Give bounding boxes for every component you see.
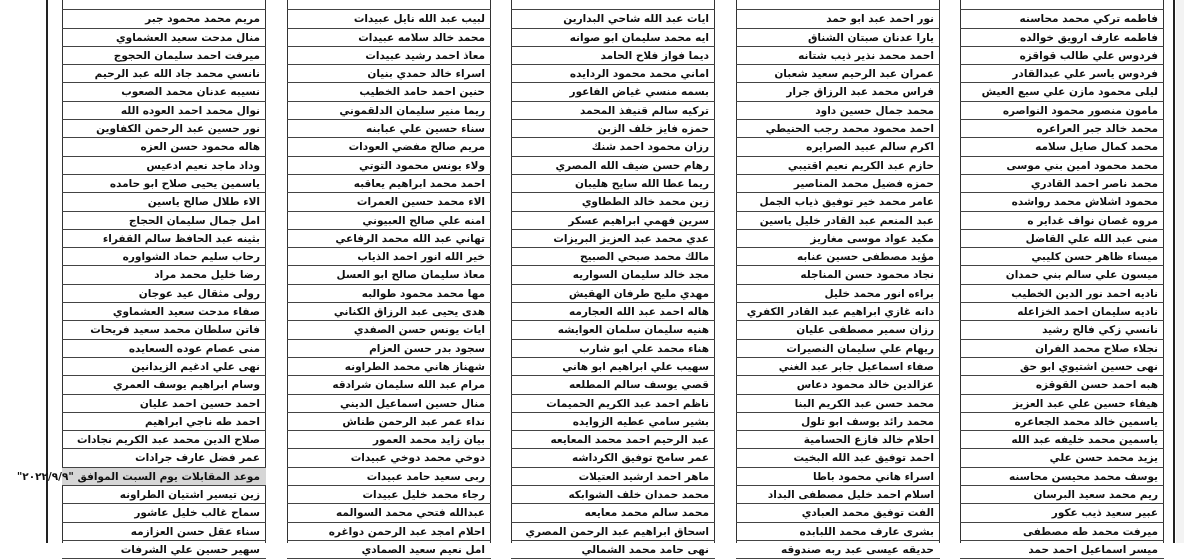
name-row: صفاء اسماعيل جابر عبد الغني — [736, 358, 940, 376]
name-row: معاذ احمد رشيد عبيدات — [287, 47, 491, 65]
name-row: محمد كمال صايل سلامه — [960, 138, 1164, 156]
name-row: ديما فواز فلاح الحامد — [511, 47, 715, 65]
name-row: محمود اشلاش محمد رواشده — [960, 193, 1164, 211]
name-row: مؤيد مصطفى حسين عنابه — [736, 248, 940, 266]
name-row: زين تيسير اشتيان الطراونه — [62, 486, 266, 504]
name-row: رضا خليل محمد مراد — [62, 266, 266, 284]
name-row: امنه علي صالح العبيوني — [287, 212, 491, 230]
name-row: زين محمد خالد الططاوي — [511, 193, 715, 211]
name-row: هاله محمود حسن العزه — [62, 138, 266, 156]
name-row: سجود بدر حسن العزام — [287, 340, 491, 358]
names-table — [16, 0, 1164, 556]
name-row: مكيد عواد موسى مغاريز — [736, 230, 940, 248]
name-row: نهى حسين اشتيوي ابو حق — [960, 358, 1164, 376]
name-row: بثينه عبد الحافظ سالم القفراء — [62, 230, 266, 248]
name-row: هناء محمد علي ابو شارب — [511, 340, 715, 358]
name-row: معاذ سليمان صالح ابو العسل — [287, 266, 491, 284]
name-row: ميرفت احمد سليمان الحجوج — [62, 47, 266, 65]
name-row: سهير حسين علي الشرفات — [62, 541, 266, 559]
name-row: ناظم احمد عبد الكريم الحميمات — [511, 395, 715, 413]
name-row: فردوس علي طالب قواقزه — [960, 47, 1164, 65]
name-row: عمر فضل عارف جرادات — [62, 449, 266, 467]
name-row: مها محمد محمود طوالبه — [287, 285, 491, 303]
name-row: نور احمد عبد ابو حمد — [736, 10, 940, 28]
name-row: نور حسين عبد الرحمن الكفاوين — [62, 120, 266, 138]
name-row: امل نعيم سعيد الصمادي — [287, 541, 491, 559]
name-row: احمد محمد نذير ذيب شتانه — [736, 47, 940, 65]
name-row: وداد ماجد نعيم ادعيس — [62, 157, 266, 175]
page-left-border — [46, 0, 48, 543]
name-row: شهناز هاني محمد الطراونه — [287, 358, 491, 376]
name-row: بيان زايد محمد العمور — [287, 431, 491, 449]
name-row: احمد طه ناجي ابراهيم — [62, 413, 266, 431]
name-row: محمد خالد سلامه عبيدات — [287, 29, 491, 47]
name-row: اسراء هاني محمود باطا — [736, 468, 940, 486]
name-row: عمران عبد الرحيم سعيد شعبان — [736, 65, 940, 83]
name-row: مريم صالح مفضي العودات — [287, 138, 491, 156]
column-rows — [16, 0, 266, 559]
name-row: صفاء مدحت سعيد العشماوي — [62, 303, 266, 321]
name-row: حمزه فايز خلف الزبن — [511, 120, 715, 138]
name-row: محمد خالد جبر العراعره — [960, 120, 1164, 138]
name-row: عبدالله فتحي محمد السوالمه — [287, 504, 491, 522]
name-row: فراس محمد عبد الرزاق جرار — [736, 83, 940, 101]
name-row: سرين فهمي ابراهيم عسكر — [511, 212, 715, 230]
names-column — [736, 0, 940, 556]
name-row: نجلاء صلاح محمد الفران — [960, 340, 1164, 358]
name-row: الاء طلال صالح ياسين — [62, 193, 266, 211]
name-row: سناء عقل حسن العزازمه — [62, 523, 266, 541]
name-row: امل جمال سليمان الحجاج — [62, 212, 266, 230]
name-row: فاطمه عارف ارويق خوالده — [960, 29, 1164, 47]
name-row: دانه غازي ابراهيم عبد القادر الكفري — [736, 303, 940, 321]
name-row: منال مدحت سعيد العشماوي — [62, 29, 266, 47]
name-row — [511, 0, 715, 10]
name-row: محمد رائد يوسف ابو تلول — [736, 413, 940, 431]
name-row: ياسمين يحيى صلاح ابو حامده — [62, 175, 266, 193]
name-row: عزالدين خالد محمود دعاس — [736, 376, 940, 394]
name-row: بشير سامي عطيه الزوايده — [511, 413, 715, 431]
column-rows — [511, 0, 715, 559]
name-row: يوسف محمد محيسن محاسنه — [960, 468, 1164, 486]
name-row: خير الله انور احمد الذياب — [287, 248, 491, 266]
interview-date-note: موعد المقابلات يوم السبت الموافق "٢٠٢٢/٩/٩" — [62, 468, 266, 486]
name-row: ميسر اسماعيل احمد حمد — [960, 541, 1164, 559]
name-row: فاطمه تركي محمد محاسنه — [960, 10, 1164, 28]
name-row: اسلام احمد خليل مصطفى البداد — [736, 486, 940, 504]
name-row: وسام ابراهيم يوسف العمري — [62, 376, 266, 394]
name-row: رولى مثقال عيد عوجان — [62, 285, 266, 303]
name-row: نوال محمد احمد العوده الله — [62, 102, 266, 120]
name-row: نانسي زكي فالح رشيد — [960, 321, 1164, 339]
name-row: هاله احمد عبد الله العجارمه — [511, 303, 715, 321]
name-row: حديقه عيسى عبد ربه صندوقه — [736, 541, 940, 559]
column-rows — [736, 0, 940, 559]
name-row: محمد سالم محمد معايعه — [511, 504, 715, 522]
page-margin-strip — [1176, 0, 1184, 543]
name-row: محمد جمال حسين داود — [736, 102, 940, 120]
name-row: يزيد محمد حسن علي — [960, 449, 1164, 467]
name-row: ايات يونس حسن الصفدي — [287, 321, 491, 339]
name-row: مهدي مليح طرفان الهقيش — [511, 285, 715, 303]
name-row: تهاني عبد الله محمد الرفاعي — [287, 230, 491, 248]
name-row: نجاد محمود حسن المناجله — [736, 266, 940, 284]
name-row: محمد حسن عبد الكريم البنا — [736, 395, 940, 413]
name-row: احمد محمد ابراهيم يعاقبه — [287, 175, 491, 193]
name-row: مامون منصور محمود النواصره — [960, 102, 1164, 120]
name-row: عامر محمد خير توفيق ذياب الجمل — [736, 193, 940, 211]
name-row: نانسي محمد جاد الله عبد الرحيم — [62, 65, 266, 83]
name-row: مريم محمد محمود جبر — [62, 10, 266, 28]
name-row: منال حسين اسماعيل الديني — [287, 395, 491, 413]
name-row: هدى يحيى عبد الرزاق الكناني — [287, 303, 491, 321]
name-row: حنين احمد حامد الخطيب — [287, 83, 491, 101]
name-row: عبد المنعم عبد القادر خليل ياسين — [736, 212, 940, 230]
name-row: ناديه سليمان احمد الخزاعله — [960, 303, 1164, 321]
name-row: ريهام علي سليمان النصيرات — [736, 340, 940, 358]
column-rows — [287, 0, 491, 559]
name-row: براءه انور محمد خليل — [736, 285, 940, 303]
names-column — [511, 0, 715, 556]
name-row: ماهر احمد ارشيد العتيلات — [511, 468, 715, 486]
page-right-border — [1173, 0, 1175, 543]
name-row: احمد محمود محمد رجب الحنيطي — [736, 120, 940, 138]
name-row: اسحاق ابراهيم عبد الرحمن المصري — [511, 523, 715, 541]
name-row: مرام عبد الله سليمان شرادقه — [287, 376, 491, 394]
name-row: رزان سمير مصطفى عليان — [736, 321, 940, 339]
name-row: ايات عبد الله شاحي البدارين — [511, 10, 715, 28]
name-row: هيفاء حسين علي عبد العزيز — [960, 395, 1164, 413]
name-row: ريم محمد سعيد البرسان — [960, 486, 1164, 504]
name-row: فاتن سلطان محمد سعيد فريحات — [62, 321, 266, 339]
name-row — [62, 0, 266, 10]
name-row: نداء عمر عبد الرحمن طناش — [287, 413, 491, 431]
name-row: محمد ناصر احمد القادري — [960, 175, 1164, 193]
name-row: هبه احمد حسن القوقزه — [960, 376, 1164, 394]
name-row: اماني محمد محمود الردايده — [511, 65, 715, 83]
name-row — [287, 0, 491, 10]
name-row: ليلى محمود مازن علي سيع العيش — [960, 83, 1164, 101]
name-row: منى عبد الله علي القاضل — [960, 230, 1164, 248]
name-row: عبير سعيد ذيب عكور — [960, 504, 1164, 522]
name-row: بشرى عارف محمد اللبابده — [736, 523, 940, 541]
names-column — [287, 0, 491, 556]
name-row: ميسون علي سالم بني حمدان — [960, 266, 1164, 284]
name-row: ياسمين خالد محمد الجعاعره — [960, 413, 1164, 431]
name-row: ياسمين محمد خليفه عبد الله — [960, 431, 1164, 449]
name-row: فردوس ياسر علي عبدالقادر — [960, 65, 1164, 83]
name-row: الاء محمد حسين العمرات — [287, 193, 491, 211]
name-row: احمد توفيق عبد الله البخيت — [736, 449, 940, 467]
name-row: قصي يوسف سالم المطلعه — [511, 376, 715, 394]
name-row: عبد الرحيم احمد محمد المعايعه — [511, 431, 715, 449]
name-row: نهى علي ادغيم الزيدانين — [62, 358, 266, 376]
name-row: رهام حسن ضيف الله المصري — [511, 157, 715, 175]
name-row: مجد خالد سليمان السواريه — [511, 266, 715, 284]
name-row: احمد حسين احمد عليان — [62, 395, 266, 413]
name-row: لبيب عبد الله نايل عبيدات — [287, 10, 491, 28]
name-row — [960, 0, 1164, 10]
name-row: هنيه سليمان سلمان العوايشه — [511, 321, 715, 339]
name-row: احلام امجد عبد الرحمن دواغره — [287, 523, 491, 541]
name-row: محمد محمود امين بني موسى — [960, 157, 1164, 175]
name-row: نسيبه عدنان محمد الصعوب — [62, 83, 266, 101]
name-row: مروه غصان نواف غداير ه — [960, 212, 1164, 230]
name-row: سناء حسين علي عبابنه — [287, 120, 491, 138]
name-row: سهيب علي ابراهيم ابو هاني — [511, 358, 715, 376]
name-row: اكرم سالم عبيد الصرايره — [736, 138, 940, 156]
name-row: ناديه احمد نور الدين الخطيب — [960, 285, 1164, 303]
name-row: ميرفت محمد طه مصطفى — [960, 523, 1164, 541]
name-row: عمر سامح توفيق الكرداشه — [511, 449, 715, 467]
name-row: يارا عدنان صبتان الشناق — [736, 29, 940, 47]
name-row: صلاح الدين محمد عبد الكريم نجادات — [62, 431, 266, 449]
name-row: ريما منير سليمان الدلقموني — [287, 102, 491, 120]
name-row: محمد حمدان خلف الشوابكه — [511, 486, 715, 504]
name-row: حمزه فضيل محمد المناصير — [736, 175, 940, 193]
name-row: بسمه منسي غياض الفاعور — [511, 83, 715, 101]
name-row: ريما عطا الله سايح هليبان — [511, 175, 715, 193]
name-row: سماح غالب خليل عاشور — [62, 504, 266, 522]
name-row: ايه محمد سليمان ابو صوانه — [511, 29, 715, 47]
names-column — [960, 0, 1164, 556]
name-row: اسراء خالد حمدي بنيان — [287, 65, 491, 83]
name-row: منى عصام عوده السعايده — [62, 340, 266, 358]
name-row: ميساء ظاهر حسن كليبي — [960, 248, 1164, 266]
name-row: ربى سعيد حامد عبيدات — [287, 468, 491, 486]
name-row: نهى حامد محمد الشمالي — [511, 541, 715, 559]
name-row: رحاب سليم حماد الشواوره — [62, 248, 266, 266]
name-row: عدي محمد عبد العزيز البريزات — [511, 230, 715, 248]
name-row: مالك محمد صبحي الصبيح — [511, 248, 715, 266]
name-row — [736, 0, 940, 10]
name-row: تركيه سالم قنيفذ المحمد — [511, 102, 715, 120]
column-rows — [960, 0, 1164, 559]
name-row: احلام خالد فازع الحسامية — [736, 431, 940, 449]
name-row: ولاء يونس محمود التوتي — [287, 157, 491, 175]
name-row: دوخي محمد دوخي عبيدات — [287, 449, 491, 467]
name-row: حازم عبد الكريم نعيم اقتيبي — [736, 157, 940, 175]
name-row: رزان محمود احمد شنك — [511, 138, 715, 156]
name-row: الفت توفيق محمد العبادي — [736, 504, 940, 522]
names-column — [16, 0, 266, 556]
name-row: رجاء محمد خليل عبيدات — [287, 486, 491, 504]
